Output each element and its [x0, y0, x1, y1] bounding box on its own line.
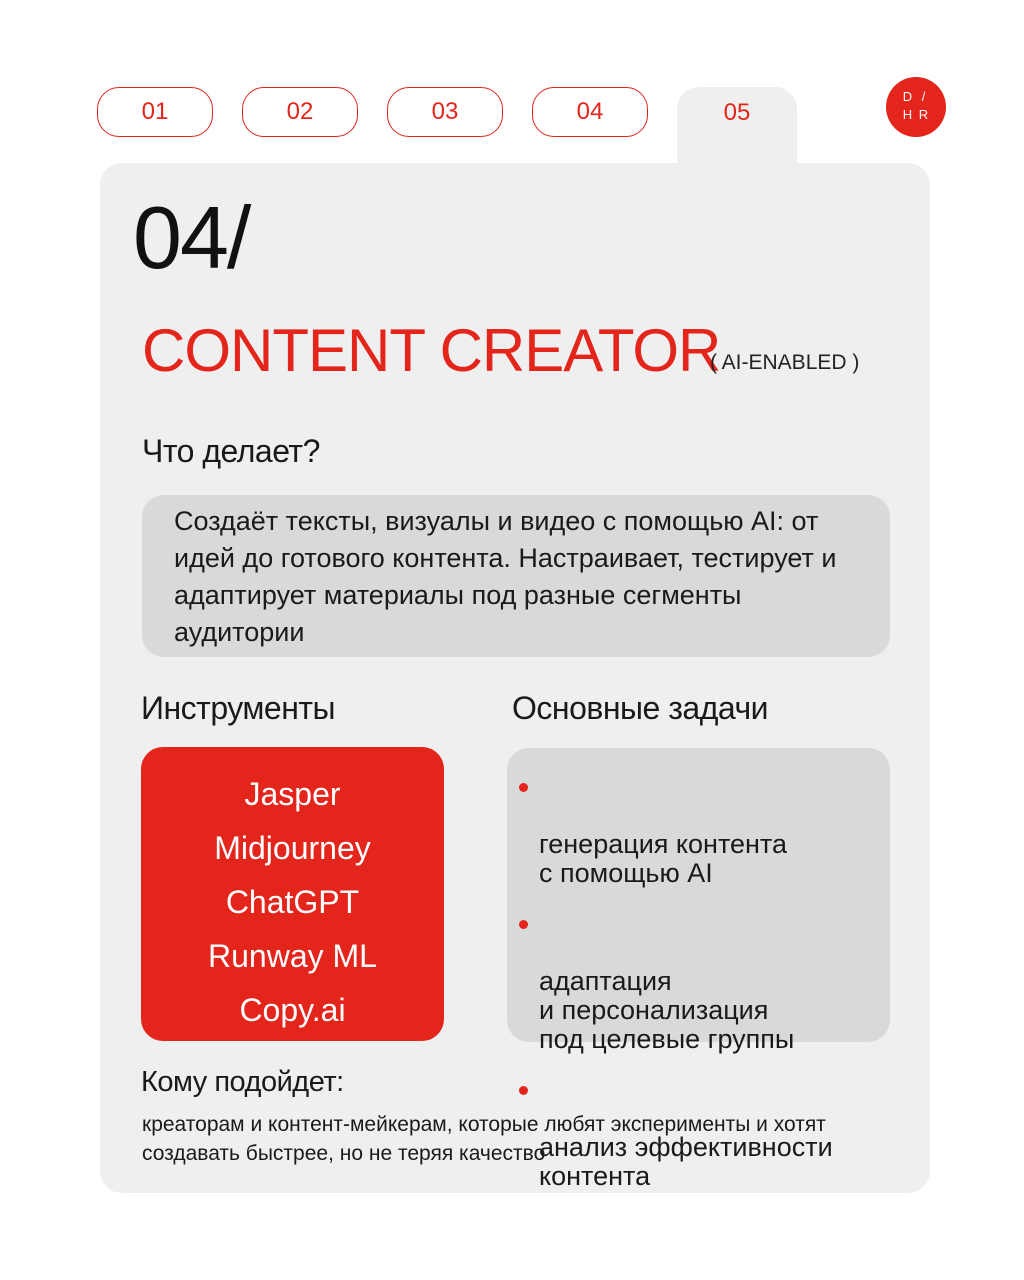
- task-item: [519, 909, 870, 1054]
- tab-05[interactable]: 05: [677, 87, 797, 167]
- dhr-logo: [886, 77, 946, 137]
- role-note: ( AI-ENABLED ): [710, 351, 860, 374]
- role-title: CONTENT CREATOR: [142, 317, 721, 384]
- task-text: адаптация и персонализация под целевые группы: [539, 966, 795, 1054]
- tools-list: [141, 747, 444, 1041]
- tab-03[interactable]: 03: [387, 87, 503, 137]
- tab-01[interactable]: 01: [97, 87, 213, 137]
- bullet-dot-icon: [519, 1086, 528, 1095]
- bullet-dot-icon: [519, 920, 528, 929]
- fit-heading: Кому подойдет:: [141, 1066, 344, 1098]
- task-item: [519, 772, 870, 888]
- tool-item: Copy.ai: [239, 992, 346, 1028]
- tool-item: Runway ML: [208, 938, 377, 974]
- tab-04[interactable]: 04: [532, 87, 648, 137]
- card-number: 04/: [133, 188, 250, 287]
- logo-letter: R: [918, 107, 930, 122]
- what-description: Создаёт тексты, визуалы и видео с помощью AI: от идей до готового контента. Настраивает, тестирует и адаптирует материалы под разные сегменты аудитории: [142, 495, 890, 657]
- tool-item: Midjourney: [214, 830, 371, 866]
- bullet-dot-icon: [519, 783, 528, 792]
- tab-02[interactable]: 02: [242, 87, 358, 137]
- tool-item: Jasper: [244, 776, 341, 812]
- tasks-list: [507, 748, 890, 1191]
- logo-letter: /: [921, 89, 927, 104]
- logo-letter: D: [902, 89, 914, 104]
- tool-item: ChatGPT: [225, 884, 360, 920]
- logo-letter: H: [902, 107, 914, 122]
- task-text: анализ эффективности контента: [539, 1132, 833, 1191]
- task-text: генерация контента с помощью AI: [539, 829, 788, 888]
- fit-description: креаторам и контент-мейкерам, которые любят эксперименты и хотят создавать быстрее, но не теряя качество: [142, 1113, 826, 1165]
- what-heading: Что делает?: [142, 433, 320, 469]
- tools-heading: Инструменты: [141, 690, 336, 726]
- tasks-heading: Основные задачи: [512, 690, 768, 726]
